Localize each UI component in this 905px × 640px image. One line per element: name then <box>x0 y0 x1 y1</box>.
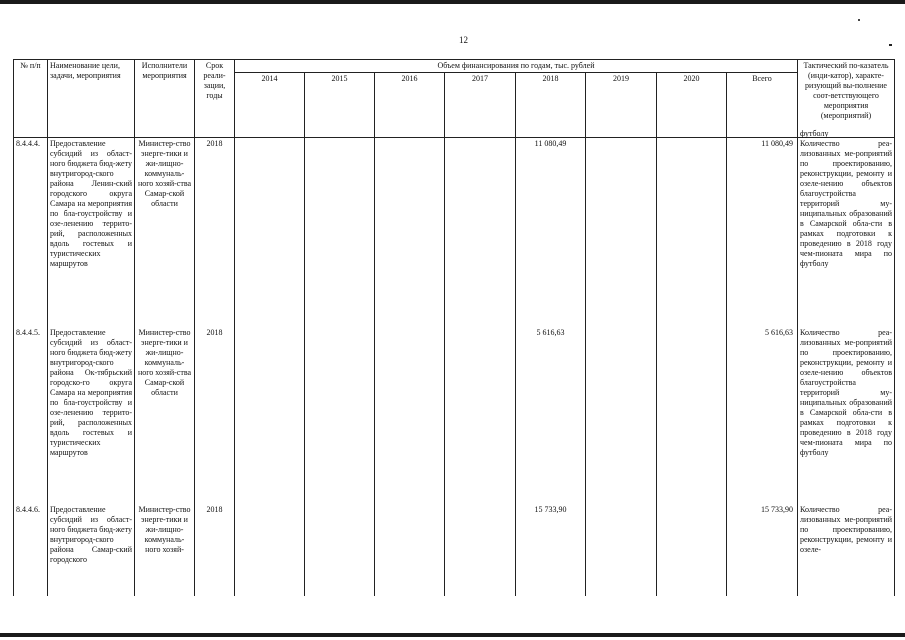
row-indicator: Количество реа-лизованных ме-роприятий по проектированию, реконструкции, ремонту и озеле- <box>798 504 895 596</box>
row-indicator-carry: футболу <box>800 129 829 138</box>
row-value-2018: 5 616,63 <box>516 327 586 504</box>
row-term: 2018 <box>195 138 235 328</box>
page-number: 12 <box>459 35 468 45</box>
header-term: Срок реали-зации, годы <box>195 60 235 138</box>
row-indicator-text: Количество реа-лизованных ме-роприятий по проектированию, реконструкции, ремонту и озеле-нению объектов благоустройства территорий му-ниципальных образований в Самарской обла-сти в рамках подготовки к проведению в 2018 году чем-пионата мира по футболу <box>800 139 892 268</box>
row-name: Предоставление субсидий из област-ного бюджета бюд-жету внутригород-ского района Ок-тябрьский городско-го округа Самара на мероприятия по бла-гоустройству и озе-ленению террито-рий, расположенных вдоль гостевых и туристических маршрутов <box>48 327 135 504</box>
row-term: 2018 <box>195 327 235 504</box>
row-total: 15 733,90 <box>727 504 798 596</box>
row-executor: Министер-ство энерге-тики и жи-лищно-коммуналь-ного хозяй-ства Самар-ской области <box>135 138 195 328</box>
row-indicator <box>798 129 895 328</box>
row-num: 8.4.4.4. <box>14 138 48 328</box>
row-executor: Министер-ство энерге-тики и жи-лищно-коммуналь-ного хозяй-ства Самар-ской области <box>135 327 195 504</box>
scan-speck <box>889 44 892 46</box>
table-row <box>14 504 895 596</box>
top-border <box>0 0 905 4</box>
row-term: 2018 <box>195 504 235 596</box>
row-name: Предоставление субсидий из област-ного бюджета бюд-жету внутригород-ского района Самар-ский городского <box>48 504 135 596</box>
header-name: Наименование цели, задачи, мероприятия <box>48 60 135 138</box>
row-executor: Министер-ство энерге-тики и жи-лищно-коммуналь-ного хозяй- <box>135 504 195 596</box>
header-year: 2018 <box>516 73 586 138</box>
table-row <box>14 138 895 328</box>
row-num: 8.4.4.6. <box>14 504 48 596</box>
funding-table <box>13 59 895 596</box>
header-year: 2014 <box>235 73 305 138</box>
header-executor: Исполнители мероприятия <box>135 60 195 138</box>
header-year: 2016 <box>375 73 445 138</box>
row-total: 11 080,49 <box>727 138 798 328</box>
row-value-2018: 15 733,90 <box>516 504 586 596</box>
header-year: 2015 <box>305 73 375 138</box>
header-row <box>14 60 895 73</box>
header-year: 2020 <box>657 73 727 138</box>
row-total: 5 616,63 <box>727 327 798 504</box>
table-row <box>14 327 895 504</box>
header-year-total: Всего <box>727 73 798 138</box>
row-name: Предоставление субсидий из област-ного бюджета бюд-жету внутригород-ского района Ленин-ский городского округа Самара на мероприятия по бла-гоустройству и озе-ленению террито-рий, расположенных вдоль гостевых и туристических маршрутов <box>48 138 135 328</box>
header-year: 2017 <box>445 73 516 138</box>
header-indicator: Тактический по-казатель (инди-катор), характе-ризующий вы-полнение соот-ветствующего мероприятия (мероприятий) <box>798 60 895 138</box>
header-year: 2019 <box>586 73 657 138</box>
bottom-border <box>0 633 905 637</box>
header-funding: Объем финансирования по годам, тыс. рублей <box>235 60 798 73</box>
row-value-2018: 11 080,49 <box>516 138 586 328</box>
scan-speck <box>858 19 860 21</box>
header-num: № п/п <box>14 60 48 138</box>
row-indicator: Количество реа-лизованных ме-роприятий по проектированию, реконструкции, ремонту и озеле-нению объектов благоустройства территорий му-ниципальных образований в Самарской обла-сти в рамках подготовки к проведению в 2018 году чем-пионата мира по футболу <box>798 327 895 504</box>
row-num: 8.4.4.5. <box>14 327 48 504</box>
